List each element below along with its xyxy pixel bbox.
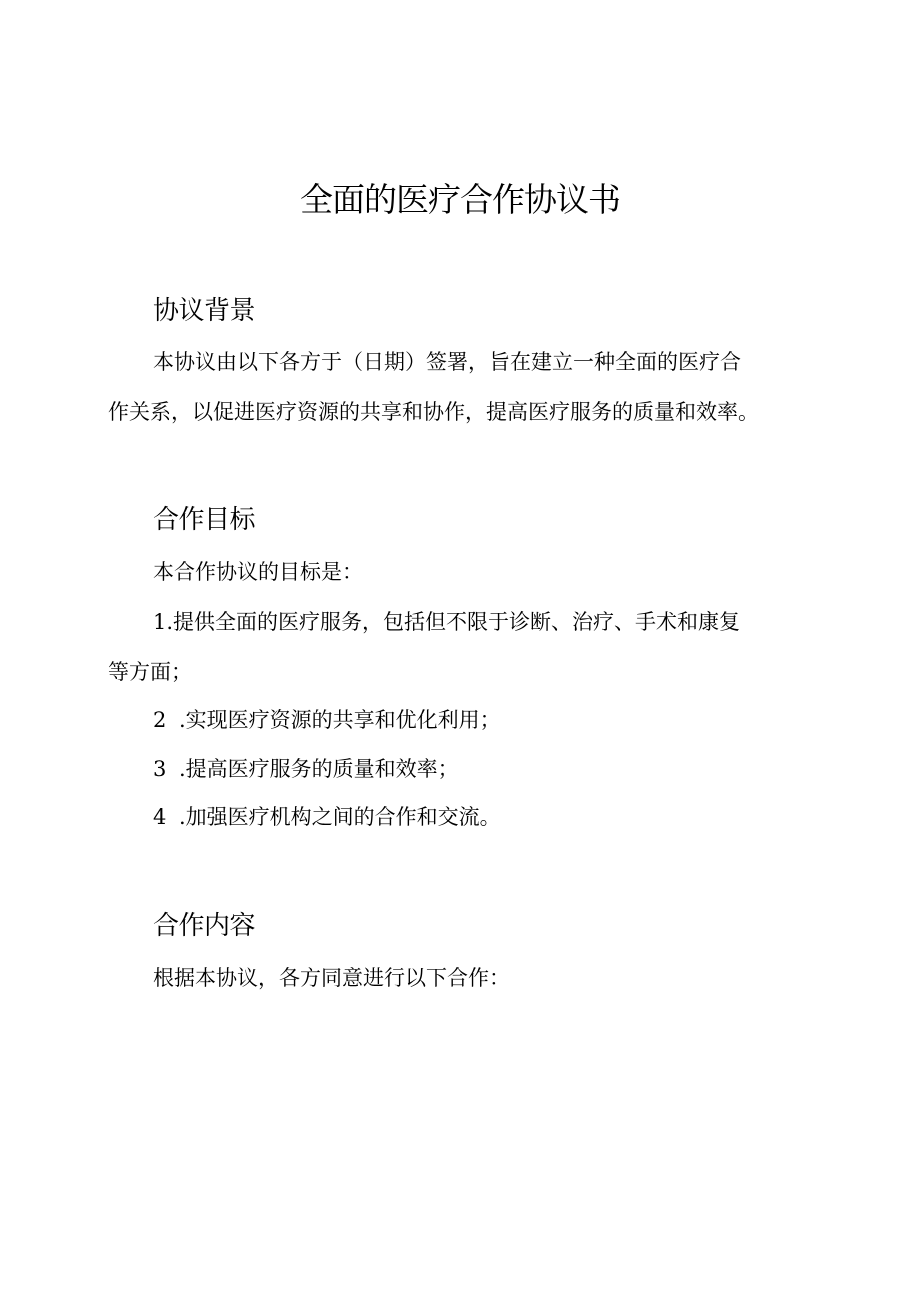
document-title: 全面的医疗合作协议书 bbox=[300, 180, 620, 219]
content-intro: 根据本协议，各方同意进行以下合作： bbox=[153, 966, 510, 990]
goal-item-1-line2: 等方面； bbox=[108, 660, 192, 684]
goal-item-2-text: .实现医疗资源的共享和优化利用； bbox=[179, 708, 501, 732]
goals-intro: 本合作协议的目标是： bbox=[153, 560, 363, 584]
goal-item-4 bbox=[153, 802, 501, 832]
section-heading-background: 协议背景 bbox=[153, 296, 256, 326]
goal-item-3 bbox=[153, 754, 459, 784]
goal-item-3-text: .提高医疗服务的质量和效率； bbox=[179, 757, 459, 781]
background-paragraph-line2: 作关系，以促进医疗资源的共享和协作，提高医疗服务的质量和效率。 bbox=[108, 400, 759, 424]
goal-item-2-number: 2 bbox=[153, 708, 167, 732]
goal-item-4-number: 4 bbox=[153, 805, 167, 829]
goal-item-1-line1: 1.提供全面的医疗服务，包括但不限于诊断、治疗、手术和康复 bbox=[153, 610, 741, 634]
section-heading-goals: 合作目标 bbox=[153, 505, 256, 535]
section-heading-content: 合作内容 bbox=[153, 911, 256, 941]
goal-item-4-text: .加强医疗机构之间的合作和交流。 bbox=[179, 805, 501, 829]
goal-item-3-number: 3 bbox=[153, 757, 167, 781]
goal-item-2 bbox=[153, 705, 501, 735]
background-paragraph-line1: 本协议由以下各方于（日期）签署，旨在建立一种全面的医疗合 bbox=[153, 350, 741, 374]
